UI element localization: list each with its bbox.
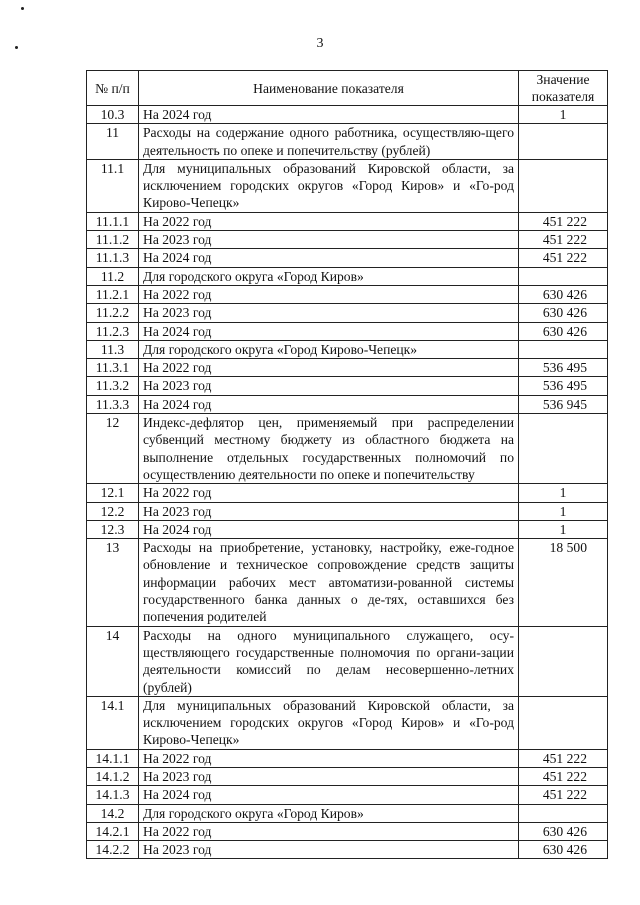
row-number: 12.1 (87, 484, 139, 502)
row-number: 12 (87, 414, 139, 484)
row-name: Расходы на содержание одного работника, осуществляю-щего деятельность по опеке и попечительству (рублей) (139, 124, 519, 160)
table-row (87, 767, 608, 785)
row-name: На 2022 год (139, 822, 519, 840)
row-name: Для муниципальных образований Кировской области, за исключением городских округов «Город Киров» и «Го-род Кирово-Чепецк» (139, 696, 519, 749)
table-body (87, 106, 608, 859)
row-name: На 2023 год (139, 377, 519, 395)
row-number: 13 (87, 539, 139, 626)
row-number: 14.1.2 (87, 767, 139, 785)
table-row (87, 249, 608, 267)
row-value: 1 (519, 502, 608, 520)
table-row (87, 484, 608, 502)
row-number: 11.3.1 (87, 359, 139, 377)
row-name: На 2024 год (139, 786, 519, 804)
row-value (519, 340, 608, 358)
row-number: 14.1.3 (87, 786, 139, 804)
row-name: На 2023 год (139, 767, 519, 785)
row-value: 451 222 (519, 249, 608, 267)
table-row (87, 359, 608, 377)
table-row (87, 841, 608, 859)
row-value: 451 222 (519, 767, 608, 785)
row-name: Расходы на приобретение, установку, настройку, еже-годное обновление и техническое сопровождение средств защиты информации рабочих мест автоматизи-рованной системы государственного банка данных о де-тях, оставшихся без попечения родителей (139, 539, 519, 626)
row-name: Расходы на одного муниципального служащего, осу-ществляющего государственные полномочия по органи-зации деятельности комиссий по делам несовершенно-летних (рублей) (139, 626, 519, 696)
table-row (87, 322, 608, 340)
row-name: На 2022 год (139, 285, 519, 303)
row-name: Индекс-дефлятор цен, применяемый при распределении субвенций местному бюджету из областного бюджета на выполнение отдельных государственных полномочий по осуществлению деятельности по опеке и попечительству (139, 414, 519, 484)
row-number: 11 (87, 124, 139, 160)
row-number: 11.2.3 (87, 322, 139, 340)
row-value: 536 495 (519, 377, 608, 395)
row-number: 11.1.1 (87, 212, 139, 230)
table-row (87, 502, 608, 520)
row-name: На 2022 год (139, 212, 519, 230)
table-row (87, 285, 608, 303)
row-number: 14.2.2 (87, 841, 139, 859)
row-name: Для городского округа «Город Киров» (139, 804, 519, 822)
row-number: 11.3.2 (87, 377, 139, 395)
row-name: На 2023 год (139, 841, 519, 859)
row-name: Для муниципальных образований Кировской области, за исключением городских округов «Город Киров» и «Го-род Кирово-Чепецк» (139, 159, 519, 212)
table-row (87, 231, 608, 249)
row-number: 14.1 (87, 696, 139, 749)
row-value: 536 945 (519, 395, 608, 413)
row-value: 451 222 (519, 786, 608, 804)
scan-speck (21, 7, 24, 10)
row-name: На 2022 год (139, 484, 519, 502)
row-value (519, 124, 608, 160)
row-number: 10.3 (87, 106, 139, 124)
row-number: 14 (87, 626, 139, 696)
row-number: 14.1.1 (87, 749, 139, 767)
table-row (87, 822, 608, 840)
row-value: 630 426 (519, 822, 608, 840)
table-row (87, 786, 608, 804)
row-value: 451 222 (519, 749, 608, 767)
row-value (519, 804, 608, 822)
table-row (87, 212, 608, 230)
page-number: 3 (316, 36, 324, 51)
row-value: 630 426 (519, 285, 608, 303)
header-value: Значение показателя (519, 71, 608, 106)
table-row (87, 304, 608, 322)
row-value: 536 495 (519, 359, 608, 377)
row-name: Для городского округа «Город Киров» (139, 267, 519, 285)
table-row (87, 340, 608, 358)
table-row (87, 106, 608, 124)
row-value (519, 159, 608, 212)
row-name: На 2022 год (139, 749, 519, 767)
row-number: 11.2 (87, 267, 139, 285)
row-name: На 2023 год (139, 304, 519, 322)
row-value: 630 426 (519, 304, 608, 322)
table-row (87, 749, 608, 767)
table-row (87, 414, 608, 484)
row-value: 1 (519, 106, 608, 124)
row-name: На 2022 год (139, 359, 519, 377)
table-row (87, 520, 608, 538)
indicators-table (86, 70, 608, 859)
row-value: 451 222 (519, 231, 608, 249)
table-row (87, 804, 608, 822)
table-header-row (87, 71, 608, 106)
row-number: 11.1 (87, 159, 139, 212)
row-value: 451 222 (519, 212, 608, 230)
row-value: 630 426 (519, 322, 608, 340)
row-number: 11.3 (87, 340, 139, 358)
row-value: 1 (519, 484, 608, 502)
row-name: На 2023 год (139, 502, 519, 520)
row-value (519, 267, 608, 285)
row-name: На 2024 год (139, 322, 519, 340)
table-row (87, 696, 608, 749)
row-name: На 2024 год (139, 395, 519, 413)
row-number: 12.2 (87, 502, 139, 520)
row-value: 630 426 (519, 841, 608, 859)
header-num: № п/п (87, 71, 139, 106)
table-row (87, 395, 608, 413)
header-name: Наименование показателя (139, 71, 519, 106)
row-value (519, 626, 608, 696)
row-name: Для городского округа «Город Кирово-Чепецк» (139, 340, 519, 358)
row-name: На 2024 год (139, 520, 519, 538)
row-number: 11.1.3 (87, 249, 139, 267)
row-number: 14.2 (87, 804, 139, 822)
row-number: 11.3.3 (87, 395, 139, 413)
row-value: 1 (519, 520, 608, 538)
row-number: 12.3 (87, 520, 139, 538)
table-row (87, 267, 608, 285)
row-value (519, 696, 608, 749)
row-value (519, 414, 608, 484)
row-name: На 2024 год (139, 249, 519, 267)
row-number: 11.1.2 (87, 231, 139, 249)
row-name: На 2023 год (139, 231, 519, 249)
table-row (87, 539, 608, 626)
table-row (87, 626, 608, 696)
table-row (87, 124, 608, 160)
table-row (87, 159, 608, 212)
row-value: 18 500 (519, 539, 608, 626)
table-row (87, 377, 608, 395)
row-number: 11.2.1 (87, 285, 139, 303)
row-name: На 2024 год (139, 106, 519, 124)
row-number: 11.2.2 (87, 304, 139, 322)
row-number: 14.2.1 (87, 822, 139, 840)
